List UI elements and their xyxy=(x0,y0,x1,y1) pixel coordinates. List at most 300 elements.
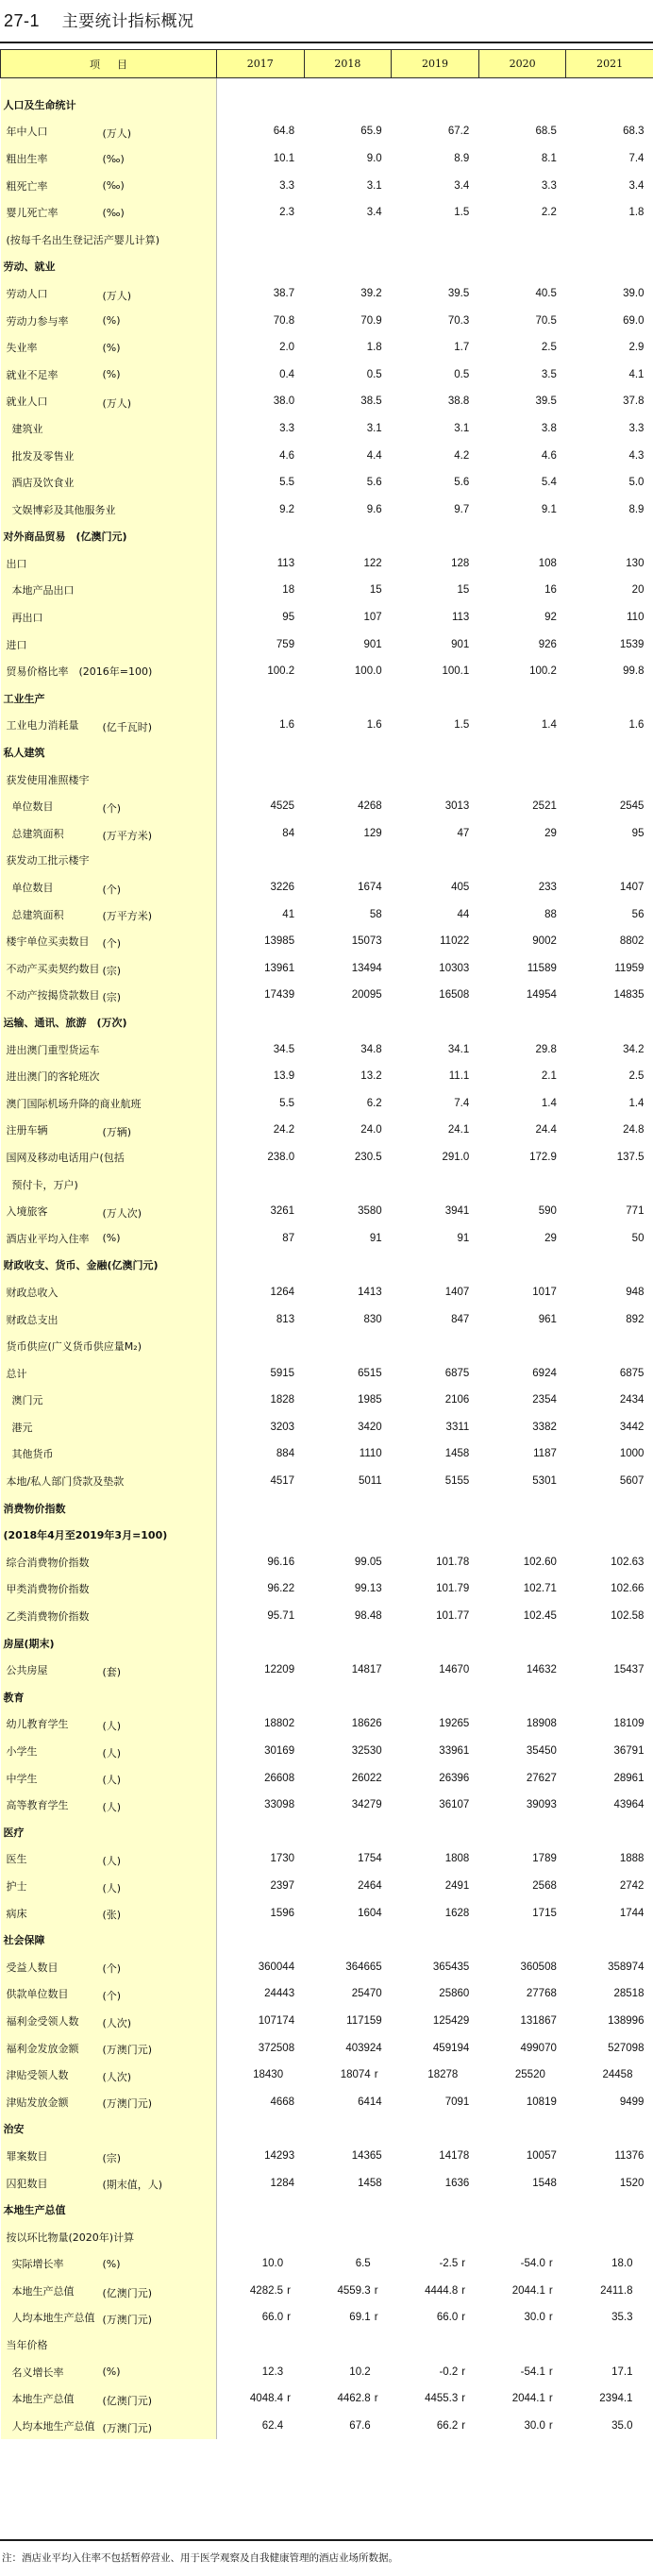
row-label-cell xyxy=(1,1117,217,1144)
row-unit: (人) xyxy=(102,1720,122,1733)
row-label: 公共房屋 xyxy=(6,1664,48,1677)
value-cell xyxy=(217,307,305,334)
value: 107 xyxy=(363,612,382,624)
value-cell xyxy=(392,577,479,604)
value-cell xyxy=(304,1224,392,1252)
value-cell xyxy=(566,118,653,145)
empty-cell xyxy=(566,253,653,280)
row-label-cell xyxy=(1,118,217,145)
value: 25860 xyxy=(439,1988,470,2000)
row-label: 人均本地生产总值 xyxy=(11,2419,95,2433)
value-cell xyxy=(217,658,305,685)
value: 18074 xyxy=(340,2069,371,2081)
value: 2.2 xyxy=(541,207,557,219)
value: 39093 xyxy=(526,1799,557,1811)
value: 365435 xyxy=(432,1961,470,1973)
empty-cell xyxy=(392,1252,479,1279)
value-cell xyxy=(304,2062,392,2089)
value: 2044.1 xyxy=(511,2393,545,2405)
value: 1744 xyxy=(619,1907,645,1919)
value-cell xyxy=(304,1117,392,1144)
revision-flag: r xyxy=(287,2284,291,2297)
value: 69.0 xyxy=(623,314,645,327)
value-cell xyxy=(392,145,479,173)
value-cell xyxy=(566,2169,653,2197)
value: 3311 xyxy=(445,1421,470,1433)
row-label: 单位数目 xyxy=(11,800,54,814)
row-unit: (%) xyxy=(102,2258,121,2270)
row-label-cell xyxy=(1,1603,217,1630)
row-label-cell xyxy=(1,1980,217,2008)
value-cell xyxy=(566,1575,653,1603)
table-row xyxy=(1,1953,653,1980)
row-label: 出口 xyxy=(6,557,27,570)
value: 3442 xyxy=(619,1421,645,1433)
value: 27768 xyxy=(526,1988,557,2000)
value: 1548 xyxy=(532,2177,557,2189)
value: 1458 xyxy=(358,2177,382,2189)
value-cell xyxy=(304,118,392,145)
value-cell xyxy=(566,766,653,793)
value: 66.0 xyxy=(261,2312,284,2324)
value: 9.2 xyxy=(279,503,295,515)
value-cell xyxy=(392,1468,479,1495)
value-cell xyxy=(566,982,653,1009)
value: 0.4 xyxy=(279,368,295,380)
value-cell xyxy=(478,118,566,145)
row-label: 货币供应(广义货币供应量M₂) xyxy=(6,1340,142,1354)
value-cell xyxy=(566,145,653,173)
value-cell xyxy=(304,1089,392,1117)
row-label-cell xyxy=(1,2250,217,2278)
table-row xyxy=(1,577,653,604)
value: 4268 xyxy=(358,800,382,813)
empty-cell xyxy=(217,1629,305,1657)
value-cell xyxy=(304,1710,392,1738)
value-cell xyxy=(392,199,479,227)
value: 28518 xyxy=(613,1988,645,2000)
value: 9.7 xyxy=(454,503,470,515)
statistics-table xyxy=(0,49,653,2439)
value: 1636 xyxy=(444,2177,470,2189)
value-cell xyxy=(304,1198,392,1225)
value: 39.2 xyxy=(360,287,382,299)
revision-flag: r xyxy=(461,2366,466,2378)
value-cell xyxy=(566,496,653,523)
page-title xyxy=(4,8,194,31)
value-cell xyxy=(304,1440,392,1468)
value-cell xyxy=(478,712,566,739)
value: 18802 xyxy=(264,1718,295,1730)
value: 34279 xyxy=(351,1799,382,1811)
value: 100.1 xyxy=(442,665,470,678)
value: 37.8 xyxy=(623,396,645,408)
value: 2464 xyxy=(358,1879,382,1892)
value-cell xyxy=(392,901,479,928)
value-cell xyxy=(566,1845,653,1873)
row-label: 本地产品出口 xyxy=(11,584,75,598)
value-cell xyxy=(566,1603,653,1630)
revision-flag: r xyxy=(461,2258,466,2270)
value-cell xyxy=(304,1845,392,1873)
row-label: 本地/私人部门贷款及垫款 xyxy=(6,1475,125,1489)
row-label-cell xyxy=(1,1359,217,1387)
value-cell xyxy=(478,1144,566,1171)
value-cell xyxy=(217,1440,305,1468)
value: 39.5 xyxy=(447,287,470,299)
empty-cell xyxy=(392,1009,479,1036)
value-cell xyxy=(304,1899,392,1927)
value-cell xyxy=(566,1117,653,1144)
row-label-cell xyxy=(1,442,217,469)
value: 7.4 xyxy=(454,1097,470,1109)
empty-cell xyxy=(566,1819,653,1846)
value: 884 xyxy=(276,1448,295,1460)
row-label: 财政总支出 xyxy=(6,1313,59,1326)
value-cell xyxy=(566,2413,653,2440)
row-label-cell xyxy=(1,1387,217,1414)
value: 10.2 xyxy=(349,2366,371,2378)
value: 39.5 xyxy=(535,396,557,408)
table-row xyxy=(1,2034,653,2062)
section-row xyxy=(1,1494,653,1522)
row-label-cell xyxy=(1,1899,217,1927)
value-cell xyxy=(304,712,392,739)
revision-flag: r xyxy=(461,2284,466,2297)
row-label-cell xyxy=(1,1144,217,1171)
value-cell xyxy=(392,2008,479,2035)
value-cell xyxy=(566,280,653,308)
value-cell xyxy=(478,1198,566,1225)
value: 41 xyxy=(282,908,295,920)
value: 102.71 xyxy=(523,1583,557,1595)
value: 38.8 xyxy=(447,396,470,408)
spacer-cell xyxy=(1,78,217,92)
value: 20 xyxy=(631,584,645,597)
value: 5915 xyxy=(270,1367,295,1379)
value-cell xyxy=(566,1198,653,1225)
value: 459194 xyxy=(432,2042,470,2054)
value: 1715 xyxy=(532,1907,557,1919)
value: 34.5 xyxy=(273,1043,295,1055)
value: -54.1 xyxy=(520,2366,545,2378)
value: 3580 xyxy=(358,1205,382,1218)
value: 1264 xyxy=(270,1286,295,1298)
row-unit: (万澳门元) xyxy=(102,2314,153,2327)
value: 95 xyxy=(282,612,295,624)
value-cell xyxy=(478,874,566,901)
value: 30.0 xyxy=(524,2419,545,2432)
value-cell xyxy=(392,2385,479,2413)
value-cell xyxy=(478,2304,566,2332)
value-cell xyxy=(304,766,392,793)
table-row xyxy=(1,226,653,253)
value: 107174 xyxy=(258,2014,295,2027)
value-cell xyxy=(392,1764,479,1792)
row-label: 就业不足率 xyxy=(6,368,59,381)
value-cell xyxy=(392,2062,479,2089)
value-cell xyxy=(304,820,392,848)
row-label-cell xyxy=(1,712,217,739)
value: 3941 xyxy=(444,1205,470,1218)
value-cell xyxy=(392,1980,479,2008)
value: 847 xyxy=(451,1313,470,1325)
table-header xyxy=(1,50,653,78)
value-cell xyxy=(392,1279,479,1306)
row-label: 津贴发放金额 xyxy=(6,2096,69,2109)
value: 5.5 xyxy=(279,1097,295,1109)
header-year: 2020 xyxy=(478,50,566,78)
empty-cell xyxy=(304,1252,392,1279)
empty-cell xyxy=(566,739,653,766)
value: 4559.3 xyxy=(337,2284,371,2297)
table-row xyxy=(1,415,653,443)
value-cell xyxy=(392,1089,479,1117)
section-heading: 社会保障 xyxy=(1,1927,217,1954)
value-cell xyxy=(304,469,392,497)
value: 7.4 xyxy=(628,152,645,164)
value: 1604 xyxy=(358,1907,382,1919)
table-row xyxy=(1,1279,653,1306)
empty-cell xyxy=(304,1819,392,1846)
empty-cell xyxy=(566,1009,653,1036)
value: 0.5 xyxy=(366,368,382,380)
value-cell xyxy=(217,2250,305,2278)
value: 101.79 xyxy=(436,1583,470,1595)
row-unit: (万人) xyxy=(102,289,132,302)
value-cell xyxy=(392,1305,479,1333)
header-year: 2018 xyxy=(304,50,392,78)
row-label: 粗出生率 xyxy=(6,152,48,165)
value: 10.0 xyxy=(261,2258,284,2270)
value-cell xyxy=(304,1873,392,1900)
value-cell xyxy=(304,442,392,469)
table-row xyxy=(1,847,653,874)
value: 66.2 xyxy=(436,2419,459,2432)
row-label: 失业率 xyxy=(6,342,38,355)
table-row xyxy=(1,1170,653,1198)
value-cell xyxy=(217,1035,305,1063)
row-unit: (亿千瓦时) xyxy=(102,721,153,734)
value-cell xyxy=(478,1035,566,1063)
row-unit: (‰) xyxy=(102,206,125,219)
row-label: 贸易价格比率 (2016年=100) xyxy=(6,665,153,679)
value: 5.6 xyxy=(454,477,470,489)
value-cell xyxy=(217,334,305,362)
value: 358974 xyxy=(608,1961,645,1973)
empty-cell xyxy=(217,1684,305,1711)
table-row xyxy=(1,1738,653,1765)
table-row xyxy=(1,766,653,793)
table-row xyxy=(1,1980,653,2008)
row-label: 澳门国际机场升降的商业航班 xyxy=(6,1097,142,1110)
value-cell xyxy=(478,469,566,497)
empty-cell xyxy=(478,1684,566,1711)
row-label-cell xyxy=(1,2169,217,2197)
value: 961 xyxy=(538,1313,557,1325)
value: 26396 xyxy=(439,1772,470,1784)
value: 125429 xyxy=(432,2014,470,2027)
row-label-cell xyxy=(1,1198,217,1225)
value-cell xyxy=(478,1170,566,1198)
value-cell xyxy=(304,793,392,820)
table-row xyxy=(1,1333,653,1360)
value: 238.0 xyxy=(267,1151,295,1163)
value: 26608 xyxy=(264,1772,295,1784)
value: 102.63 xyxy=(611,1556,645,1568)
row-unit: (万人) xyxy=(102,397,132,411)
empty-cell xyxy=(392,523,479,550)
value-cell xyxy=(392,388,479,415)
row-label-cell xyxy=(1,2304,217,2332)
value-cell xyxy=(304,1980,392,2008)
value: 2545 xyxy=(619,800,645,813)
value-cell xyxy=(566,226,653,253)
table-row xyxy=(1,2223,653,2250)
value-cell xyxy=(217,1117,305,1144)
table-row xyxy=(1,820,653,848)
row-unit: (期末值，人) xyxy=(102,2179,163,2192)
value-cell xyxy=(217,2304,305,2332)
table-row xyxy=(1,2413,653,2440)
value: 100.0 xyxy=(354,665,382,678)
value: 99.8 xyxy=(623,665,645,678)
value-cell xyxy=(478,1549,566,1576)
value-cell xyxy=(566,712,653,739)
row-label-cell xyxy=(1,1224,217,1252)
value: 24.1 xyxy=(447,1124,470,1136)
value: 17.1 xyxy=(611,2366,633,2378)
value: 100.2 xyxy=(267,665,295,678)
value: 18626 xyxy=(351,1718,382,1730)
value: 101.77 xyxy=(436,1610,470,1623)
value-cell xyxy=(304,2332,392,2359)
value-cell xyxy=(392,1333,479,1360)
row-unit: (人) xyxy=(102,1881,122,1894)
row-label-cell xyxy=(1,1792,217,1819)
table-row xyxy=(1,1549,653,1576)
value: 24.8 xyxy=(623,1124,645,1136)
value: 34.1 xyxy=(447,1043,470,1055)
value-cell xyxy=(392,955,479,983)
row-label-cell xyxy=(1,361,217,388)
value: 39.0 xyxy=(623,287,645,299)
value-cell xyxy=(566,415,653,443)
row-label-cell xyxy=(1,820,217,848)
value-cell xyxy=(478,955,566,983)
row-unit: (‰) xyxy=(102,179,125,193)
row-label-cell xyxy=(1,2062,217,2089)
value-cell xyxy=(392,442,479,469)
empty-cell xyxy=(566,2115,653,2143)
section-heading: 财政收支、货币、金融(亿澳门元) xyxy=(1,1252,217,1279)
row-label: 获发使用准照楼宇 xyxy=(6,773,90,786)
row-label: 进出澳门的客轮班次 xyxy=(6,1070,100,1084)
value-cell xyxy=(392,118,479,145)
value: 1.4 xyxy=(541,719,557,732)
value-cell xyxy=(217,901,305,928)
value: 29 xyxy=(544,1232,557,1244)
value-cell xyxy=(217,2332,305,2359)
value-cell xyxy=(304,2143,392,2170)
row-label: 小学生 xyxy=(6,1745,38,1759)
value-cell xyxy=(217,1603,305,1630)
row-label: 劳动力参与率 xyxy=(6,314,69,328)
value-cell xyxy=(478,280,566,308)
revision-flag: r xyxy=(548,2312,553,2324)
value: 14632 xyxy=(526,1664,557,1676)
row-label-cell xyxy=(1,2358,217,2385)
table-row xyxy=(1,658,653,685)
value: -2.5 xyxy=(439,2258,459,2270)
row-label: 病床 xyxy=(6,1907,27,1920)
table-row xyxy=(1,2304,653,2332)
value-cell xyxy=(217,2062,305,2089)
section-heading: 劳动、就业 xyxy=(1,253,217,280)
value: 30169 xyxy=(264,1745,295,1758)
section-heading: 运输、通讯、旅游 (万次) xyxy=(1,1009,217,1036)
value: 2.9 xyxy=(628,342,645,354)
value: 9.1 xyxy=(541,503,557,515)
value-cell xyxy=(566,2008,653,2035)
value-cell xyxy=(392,604,479,631)
row-label: 福利金受领人数 xyxy=(6,2014,79,2028)
section-row xyxy=(1,685,653,713)
value-cell xyxy=(566,1764,653,1792)
row-label: 护士 xyxy=(6,1879,27,1893)
section-row xyxy=(1,1927,653,1954)
value: 29 xyxy=(544,827,557,839)
value-cell xyxy=(478,1440,566,1468)
value: 2411.8 xyxy=(600,2284,633,2297)
value: 3.4 xyxy=(628,179,645,192)
empty-cell xyxy=(217,92,305,119)
value: 4517 xyxy=(270,1475,295,1488)
row-label: 综合消费物价指数 xyxy=(6,1556,90,1569)
value-cell xyxy=(566,2062,653,2089)
value: 5.6 xyxy=(366,477,382,489)
value-cell xyxy=(392,1440,479,1468)
empty-cell xyxy=(566,1252,653,1279)
value-cell xyxy=(478,928,566,955)
value-cell xyxy=(566,2332,653,2359)
table-row xyxy=(1,874,653,901)
value: 33961 xyxy=(439,1745,470,1758)
value: 19265 xyxy=(439,1718,470,1730)
value: 14817 xyxy=(351,1664,382,1676)
empty-cell xyxy=(566,685,653,713)
row-label: 囚犯数目 xyxy=(6,2177,48,2190)
value-cell xyxy=(566,874,653,901)
value: 926 xyxy=(538,638,557,650)
value-cell xyxy=(217,2413,305,2440)
value: 1730 xyxy=(270,1853,295,1865)
value-cell xyxy=(566,1170,653,1198)
value: 35450 xyxy=(526,1745,557,1758)
value-cell xyxy=(478,631,566,658)
value: 100.2 xyxy=(529,665,557,678)
row-label-cell xyxy=(1,847,217,874)
value-cell xyxy=(217,1089,305,1117)
row-label: 中学生 xyxy=(6,1772,38,1785)
value: 35.0 xyxy=(611,2419,633,2432)
empty-cell xyxy=(217,1819,305,1846)
value: 70.3 xyxy=(447,314,470,327)
value: 1458 xyxy=(444,1448,470,1460)
row-unit: (人次) xyxy=(102,2070,132,2083)
value: 4282.5 xyxy=(249,2284,284,2297)
value-cell xyxy=(392,1549,479,1576)
